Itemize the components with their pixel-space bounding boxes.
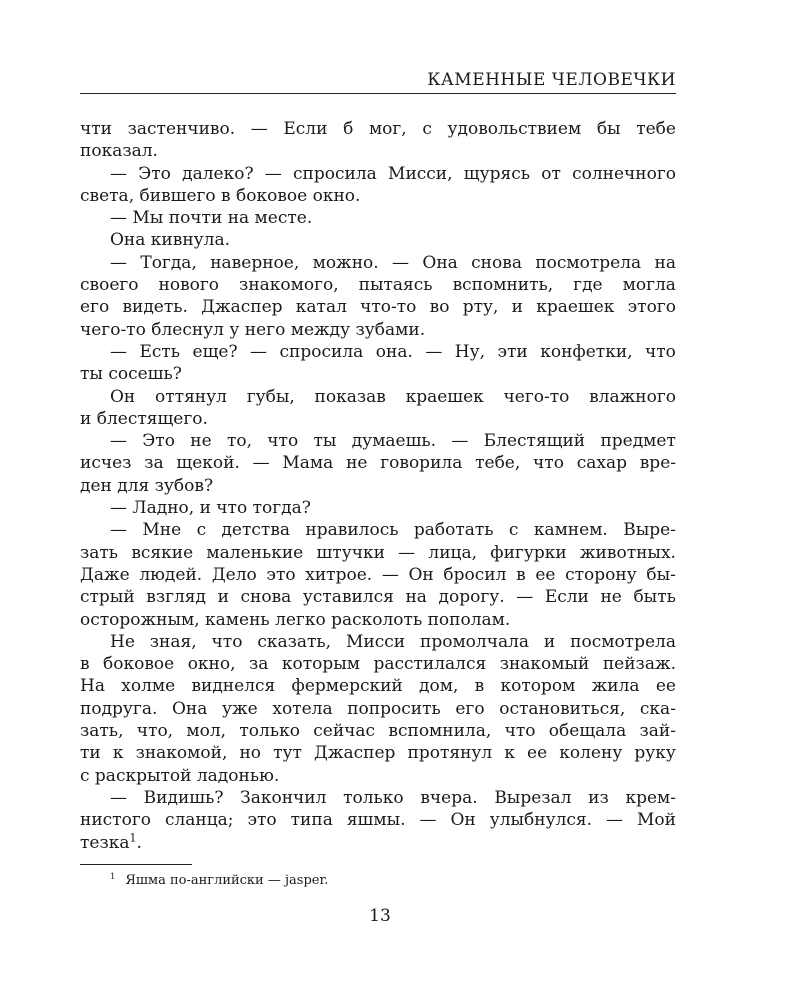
line-text: ден для зубов? (80, 475, 214, 496)
word: на (654, 252, 676, 273)
text-line (80, 586, 676, 608)
word: Мама (282, 453, 334, 474)
word: зать (80, 542, 119, 563)
word: это (266, 564, 296, 585)
word: вспомнить, (452, 275, 554, 296)
word: только (343, 787, 404, 808)
word: но (239, 743, 262, 764)
text-line (80, 742, 676, 764)
text-line (80, 720, 676, 742)
word: что (533, 453, 564, 474)
word: Не (110, 631, 135, 652)
word: улыбнулся. (489, 810, 593, 831)
word: дорогу. (438, 587, 505, 608)
word: с (422, 119, 432, 139)
word: Он (450, 810, 476, 831)
line-tail: . (136, 832, 142, 853)
word: от (541, 163, 561, 184)
word: знакомой, (135, 743, 228, 764)
word: Тогда, (140, 252, 197, 273)
word: то, (226, 431, 252, 452)
word: — (252, 453, 270, 474)
word: исчез (80, 453, 132, 474)
word: что, (136, 721, 174, 742)
word: Он (408, 564, 434, 585)
line-text: тезка (80, 832, 130, 853)
word: — (110, 787, 127, 808)
text-line (80, 185, 676, 207)
word: показав (314, 386, 386, 407)
word: ти (80, 743, 101, 764)
word: хитрое. (305, 564, 373, 585)
word: тебе, (475, 453, 521, 474)
word: Она (422, 252, 458, 273)
word: Блестящий (483, 431, 586, 452)
header-rule (80, 93, 676, 94)
text-line (80, 274, 676, 296)
word: Джаспер (314, 743, 396, 764)
line-text: Она кивнула. (110, 230, 231, 251)
text-line (80, 319, 676, 341)
word: — (381, 564, 399, 585)
text-line (80, 475, 676, 497)
word: чего-то (503, 386, 570, 407)
word: и (217, 587, 229, 608)
word: колену (559, 743, 623, 764)
word: это (247, 810, 277, 831)
word: не (346, 453, 368, 474)
word: посмотрела (570, 631, 676, 652)
word: и (511, 297, 523, 318)
word: попросить (347, 698, 441, 719)
word: вспомнила, (388, 721, 492, 742)
text-line (80, 363, 676, 385)
word: за (248, 654, 269, 675)
word: влажного (589, 386, 676, 407)
word: могла (622, 275, 676, 296)
word: не (600, 587, 622, 608)
word: Он (110, 386, 136, 407)
word: вчера. (420, 787, 478, 808)
word: бросил (443, 564, 507, 585)
word: можно. (312, 252, 379, 273)
footnote-number: 1 (110, 870, 116, 881)
word: мог, (368, 119, 407, 139)
word: в (516, 564, 526, 585)
text-line (80, 787, 676, 809)
text-line (80, 408, 676, 430)
text-line (80, 698, 676, 720)
word: — (250, 119, 268, 139)
word: его (80, 297, 110, 318)
line-text: с раскрытой ладонью. (80, 765, 280, 786)
word: бы (596, 119, 621, 139)
word: Это (138, 163, 171, 184)
text-line (80, 653, 676, 675)
word: дом, (419, 676, 459, 697)
word: его (455, 698, 485, 719)
word: щурясь (463, 163, 530, 184)
word: уже (222, 698, 258, 719)
word: к (112, 743, 124, 764)
word: сторону (565, 564, 637, 585)
text-line (80, 675, 676, 697)
word: краешек (405, 386, 484, 407)
word: окно, (187, 654, 236, 675)
word: тебе (636, 119, 676, 139)
word: к (504, 743, 515, 764)
word: застенчиво. (127, 119, 236, 139)
word: ты (313, 431, 337, 452)
word: — (110, 341, 127, 362)
word: конфетки, (540, 341, 633, 362)
word: чти (80, 119, 112, 139)
word: Если (544, 587, 589, 608)
word: она. (375, 341, 413, 362)
word: вре- (639, 453, 676, 474)
word: зать, (80, 721, 124, 742)
word: что (211, 631, 243, 652)
word: — (110, 520, 127, 541)
word: яшмы. (346, 810, 406, 831)
word: котором (500, 676, 576, 697)
word: краешек (536, 297, 615, 318)
word: спросила (293, 163, 377, 184)
word: Мой (636, 810, 676, 831)
word: из (588, 787, 609, 808)
word: где (573, 275, 603, 296)
word: — (419, 810, 437, 831)
word: в (474, 676, 485, 697)
text-line (80, 809, 676, 831)
word: снова (240, 587, 292, 608)
footnote-reference: 1 (129, 830, 137, 844)
text-line (80, 497, 676, 519)
word: Это (142, 431, 175, 452)
word: тут (273, 743, 302, 764)
word: солнечного (572, 163, 676, 184)
line-text: — Мы почти на месте. (110, 208, 313, 229)
word: взгляд (146, 587, 206, 608)
footnote (110, 872, 328, 890)
footnote-rule (80, 864, 192, 865)
word: губы, (246, 386, 295, 407)
word: в (80, 654, 90, 675)
text-line (80, 519, 676, 541)
word: что (267, 431, 299, 452)
word: во (429, 297, 450, 318)
word: пейзаж. (602, 654, 676, 675)
word: стрый (80, 587, 135, 608)
word: ска- (639, 698, 676, 719)
word: говорила (380, 453, 463, 474)
word: эти (497, 341, 528, 362)
word: сланца; (164, 810, 234, 831)
word: камнем. (533, 520, 608, 541)
word: бы- (646, 564, 676, 585)
line-text: света, бившего в боковое окно. (80, 185, 361, 206)
word: видеть. (122, 297, 188, 318)
word: животных. (579, 542, 676, 563)
word: еще? (192, 341, 238, 362)
word: — (425, 341, 443, 362)
word: маленькие (206, 542, 304, 563)
word: Она (172, 698, 208, 719)
word: сейчас (313, 721, 376, 742)
text-line (80, 207, 676, 229)
word: думаешь. (351, 431, 437, 452)
line-text: и блестящего. (80, 408, 208, 429)
word: — (110, 252, 127, 273)
word: предмет (600, 431, 676, 452)
word: подруга. (80, 698, 158, 719)
word: ее (655, 676, 676, 697)
word: Мисси, (388, 163, 453, 184)
word: Видишь? (143, 787, 224, 808)
word: штучки (316, 542, 385, 563)
word: сказать, (257, 631, 332, 652)
word: своего (80, 275, 139, 296)
word: Мисси (345, 631, 406, 652)
word: ее (535, 564, 556, 585)
word: щекой. (176, 453, 240, 474)
word: — (606, 810, 624, 831)
line-text: осторожным, камень легко расколоть пополам. (80, 609, 511, 630)
word: Закончил (240, 787, 327, 808)
word: — (516, 587, 534, 608)
text-line (80, 229, 676, 251)
word: этого (627, 297, 676, 318)
text-line (80, 386, 676, 408)
word: фигурки (490, 542, 567, 563)
word: остановиться, (499, 698, 626, 719)
word: мол, (186, 721, 227, 742)
footnote-text: Яшма по-английски — jasper. (125, 873, 329, 888)
word: — (398, 542, 416, 563)
word: знакомого, (239, 275, 339, 296)
page-number: 13 (369, 906, 391, 926)
text-line (80, 252, 676, 274)
word: удовольствием (447, 119, 582, 139)
text-line (80, 452, 676, 474)
word: холме (121, 676, 176, 697)
text-line (80, 564, 676, 586)
word: протянул (407, 743, 493, 764)
word: крем- (625, 787, 676, 808)
word: — (451, 431, 469, 452)
text-line (80, 430, 676, 452)
word: что (504, 721, 536, 742)
word: работать (413, 520, 494, 541)
word: обещала (548, 721, 627, 742)
word: расстилался (373, 654, 487, 675)
word: спросила (279, 341, 364, 362)
word: снова (471, 252, 522, 273)
word: Даже (80, 564, 130, 585)
word: боковое (103, 654, 175, 675)
word: Есть (139, 341, 181, 362)
word: наверное, (210, 252, 300, 273)
word: посмотрела (535, 252, 642, 273)
word: типа (290, 810, 333, 831)
word: и (543, 631, 556, 652)
word: нистого (80, 810, 151, 831)
word: виднелся (191, 676, 276, 697)
word: руку (634, 743, 676, 764)
word: На (80, 676, 105, 697)
line-text: чего-то блеснул у него между зубами. (80, 319, 426, 340)
word: людей. (139, 564, 203, 585)
word: жила (591, 676, 640, 697)
word: только (239, 721, 300, 742)
word: промолчала (420, 631, 530, 652)
text-line (80, 341, 676, 363)
word: Выре- (623, 520, 676, 541)
word: — (110, 163, 127, 184)
word: Дело (211, 564, 257, 585)
word: что-то (360, 297, 417, 318)
text-line (80, 765, 676, 787)
word: хотела (272, 698, 333, 719)
text-line (80, 631, 676, 653)
word: зай- (639, 721, 676, 742)
word: быть (633, 587, 676, 608)
word: лица, (428, 542, 478, 563)
word: с (196, 520, 207, 541)
word: уставился (302, 587, 394, 608)
text-line (80, 832, 676, 854)
word: фермерский (291, 676, 403, 697)
running-head: КАМЕННЫЕ ЧЕЛОВЕЧКИ (427, 70, 676, 90)
text-line (80, 609, 676, 631)
word: с (508, 520, 519, 541)
word: знакомый (499, 654, 590, 675)
word: Джаспер (201, 297, 283, 318)
text-line (80, 296, 676, 318)
line-text: показал. (80, 141, 158, 162)
word: далеко? (182, 163, 254, 184)
word: оттянул (155, 386, 227, 407)
word: — (110, 431, 127, 452)
word: что (645, 341, 676, 362)
word: — (250, 341, 268, 362)
word: Мне (142, 520, 182, 541)
word: пытаясь (358, 275, 433, 296)
word: Вырезал (494, 787, 572, 808)
word: за (144, 453, 164, 474)
word: катал (295, 297, 347, 318)
word: детства (221, 520, 291, 541)
word: — (392, 252, 410, 273)
text-line (80, 140, 676, 162)
word: Если (283, 119, 328, 139)
line-text: — Ладно, и что тогда? (110, 498, 311, 519)
word: нравилось (305, 520, 399, 541)
word: б (343, 119, 354, 139)
word: — (264, 163, 282, 184)
line-text: ты сосешь? (80, 364, 182, 385)
word: зная, (149, 631, 197, 652)
text-line (80, 118, 676, 140)
word: не (190, 431, 212, 452)
word: рту, (462, 297, 499, 318)
word: на (405, 587, 427, 608)
text-line (80, 542, 676, 564)
word: ее (527, 743, 548, 764)
word: всякие (131, 542, 194, 563)
text-line (80, 163, 676, 185)
body-text (80, 118, 676, 854)
word: сахар (576, 453, 627, 474)
word: нового (158, 275, 220, 296)
word: которым (281, 654, 360, 675)
word: Ну, (454, 341, 486, 362)
